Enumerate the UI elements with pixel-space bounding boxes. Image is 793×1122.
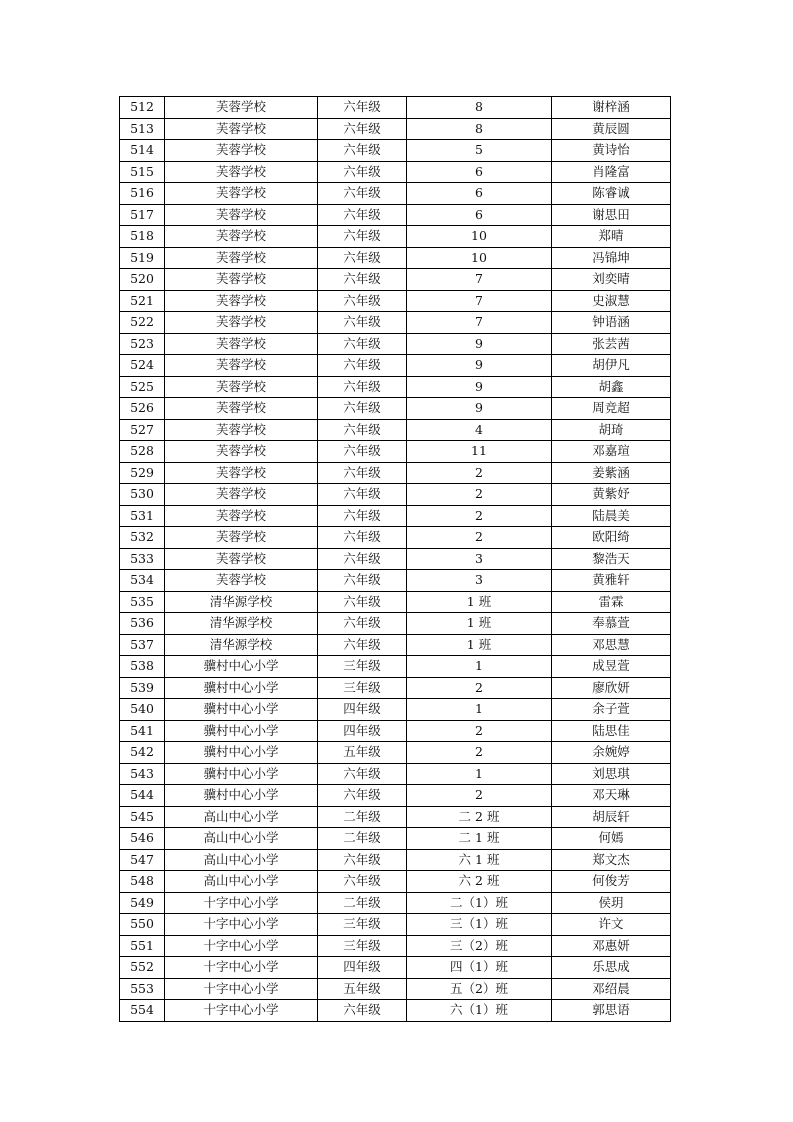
class-cell: 9 bbox=[407, 376, 552, 398]
row-number-cell: 518 bbox=[120, 226, 165, 248]
row-number-cell: 535 bbox=[120, 591, 165, 613]
table-row bbox=[120, 1000, 671, 1022]
row-number-cell: 521 bbox=[120, 290, 165, 312]
table-row bbox=[120, 226, 671, 248]
student-name-cell: 奉慕萱 bbox=[552, 613, 671, 635]
table-row bbox=[120, 613, 671, 635]
student-name-cell: 余婉婷 bbox=[552, 742, 671, 764]
table-row bbox=[120, 892, 671, 914]
student-name-cell: 黄辰圆 bbox=[552, 118, 671, 140]
class-cell: 6 bbox=[407, 183, 552, 205]
grade-cell: 六年级 bbox=[318, 226, 407, 248]
grade-cell: 六年级 bbox=[318, 871, 407, 893]
student-name-cell: 钟语涵 bbox=[552, 312, 671, 334]
class-cell: 9 bbox=[407, 398, 552, 420]
grade-cell: 六年级 bbox=[318, 269, 407, 291]
student-name-cell: 冯锦坤 bbox=[552, 247, 671, 269]
school-cell: 芙蓉学校 bbox=[165, 355, 318, 377]
row-number-cell: 546 bbox=[120, 828, 165, 850]
grade-cell: 六年级 bbox=[318, 462, 407, 484]
table-row bbox=[120, 828, 671, 850]
student-name-cell: 胡鑫 bbox=[552, 376, 671, 398]
student-name-cell: 史淑慧 bbox=[552, 290, 671, 312]
grade-cell: 六年级 bbox=[318, 183, 407, 205]
grade-cell: 六年级 bbox=[318, 290, 407, 312]
table-row bbox=[120, 118, 671, 140]
school-cell: 芙蓉学校 bbox=[165, 527, 318, 549]
student-name-cell: 许文 bbox=[552, 914, 671, 936]
row-number-cell: 530 bbox=[120, 484, 165, 506]
grade-cell: 六年级 bbox=[318, 204, 407, 226]
grade-cell: 六年级 bbox=[318, 1000, 407, 1022]
class-cell: 1 bbox=[407, 699, 552, 721]
class-cell: 六 1 班 bbox=[407, 849, 552, 871]
row-number-cell: 549 bbox=[120, 892, 165, 914]
student-name-cell: 邓惠妍 bbox=[552, 935, 671, 957]
table-row bbox=[120, 914, 671, 936]
row-number-cell: 512 bbox=[120, 97, 165, 119]
row-number-cell: 516 bbox=[120, 183, 165, 205]
school-cell: 清华源学校 bbox=[165, 634, 318, 656]
class-cell: 2 bbox=[407, 742, 552, 764]
school-cell: 骥村中心小学 bbox=[165, 677, 318, 699]
grade-cell: 三年级 bbox=[318, 656, 407, 678]
student-name-cell: 乐思成 bbox=[552, 957, 671, 979]
table-row bbox=[120, 720, 671, 742]
table-row bbox=[120, 355, 671, 377]
student-name-cell: 侯玥 bbox=[552, 892, 671, 914]
table-row bbox=[120, 570, 671, 592]
student-name-cell: 黎浩天 bbox=[552, 548, 671, 570]
school-cell: 芙蓉学校 bbox=[165, 376, 318, 398]
school-cell: 十字中心小学 bbox=[165, 935, 318, 957]
table-row bbox=[120, 398, 671, 420]
class-cell: 9 bbox=[407, 355, 552, 377]
table-row bbox=[120, 957, 671, 979]
student-name-cell: 郑文杰 bbox=[552, 849, 671, 871]
table-row bbox=[120, 806, 671, 828]
row-number-cell: 554 bbox=[120, 1000, 165, 1022]
class-cell: 1 bbox=[407, 656, 552, 678]
class-cell: 7 bbox=[407, 269, 552, 291]
student-name-cell: 陆晨美 bbox=[552, 505, 671, 527]
school-cell: 芙蓉学校 bbox=[165, 484, 318, 506]
student-name-cell: 谢思田 bbox=[552, 204, 671, 226]
table-row bbox=[120, 785, 671, 807]
school-cell: 高山中心小学 bbox=[165, 849, 318, 871]
grade-cell: 五年级 bbox=[318, 742, 407, 764]
table-row bbox=[120, 849, 671, 871]
school-cell: 高山中心小学 bbox=[165, 828, 318, 850]
school-cell: 芙蓉学校 bbox=[165, 398, 318, 420]
row-number-cell: 534 bbox=[120, 570, 165, 592]
grade-cell: 六年级 bbox=[318, 484, 407, 506]
school-cell: 芙蓉学校 bbox=[165, 140, 318, 162]
class-cell: 2 bbox=[407, 785, 552, 807]
student-name-cell: 邓思慧 bbox=[552, 634, 671, 656]
row-number-cell: 537 bbox=[120, 634, 165, 656]
class-cell: 1 班 bbox=[407, 613, 552, 635]
row-number-cell: 551 bbox=[120, 935, 165, 957]
student-name-cell: 胡琦 bbox=[552, 419, 671, 441]
class-cell: 9 bbox=[407, 333, 552, 355]
student-name-cell: 姜紫涵 bbox=[552, 462, 671, 484]
grade-cell: 二年级 bbox=[318, 828, 407, 850]
student-name-cell: 黄紫妤 bbox=[552, 484, 671, 506]
school-cell: 骥村中心小学 bbox=[165, 742, 318, 764]
school-cell: 高山中心小学 bbox=[165, 806, 318, 828]
table-row bbox=[120, 204, 671, 226]
table-row bbox=[120, 548, 671, 570]
grade-cell: 四年级 bbox=[318, 699, 407, 721]
class-cell: 2 bbox=[407, 462, 552, 484]
row-number-cell: 517 bbox=[120, 204, 165, 226]
school-cell: 清华源学校 bbox=[165, 613, 318, 635]
grade-cell: 六年级 bbox=[318, 613, 407, 635]
table-row bbox=[120, 763, 671, 785]
row-number-cell: 522 bbox=[120, 312, 165, 334]
class-cell: 六（1）班 bbox=[407, 1000, 552, 1022]
row-number-cell: 541 bbox=[120, 720, 165, 742]
class-cell: 1 bbox=[407, 763, 552, 785]
grade-cell: 二年级 bbox=[318, 892, 407, 914]
table-row bbox=[120, 419, 671, 441]
student-name-cell: 邓天琳 bbox=[552, 785, 671, 807]
school-cell: 芙蓉学校 bbox=[165, 269, 318, 291]
table-row bbox=[120, 269, 671, 291]
table-row bbox=[120, 247, 671, 269]
row-number-cell: 525 bbox=[120, 376, 165, 398]
school-cell: 十字中心小学 bbox=[165, 957, 318, 979]
student-name-cell: 余子萱 bbox=[552, 699, 671, 721]
class-cell: 2 bbox=[407, 720, 552, 742]
class-cell: 4 bbox=[407, 419, 552, 441]
row-number-cell: 539 bbox=[120, 677, 165, 699]
table-row bbox=[120, 591, 671, 613]
student-name-cell: 郑晴 bbox=[552, 226, 671, 248]
student-name-cell: 何嫣 bbox=[552, 828, 671, 850]
table-row bbox=[120, 742, 671, 764]
class-cell: 6 bbox=[407, 204, 552, 226]
school-cell: 芙蓉学校 bbox=[165, 548, 318, 570]
school-cell: 芙蓉学校 bbox=[165, 226, 318, 248]
roster-table-body bbox=[120, 97, 671, 1022]
row-number-cell: 552 bbox=[120, 957, 165, 979]
grade-cell: 六年级 bbox=[318, 419, 407, 441]
student-name-cell: 黄雅轩 bbox=[552, 570, 671, 592]
table-row bbox=[120, 441, 671, 463]
table-row bbox=[120, 140, 671, 162]
student-name-cell: 陈睿诚 bbox=[552, 183, 671, 205]
student-name-cell: 何俊芳 bbox=[552, 871, 671, 893]
row-number-cell: 545 bbox=[120, 806, 165, 828]
table-row bbox=[120, 871, 671, 893]
grade-cell: 六年级 bbox=[318, 763, 407, 785]
grade-cell: 六年级 bbox=[318, 849, 407, 871]
grade-cell: 六年级 bbox=[318, 97, 407, 119]
class-cell: 2 bbox=[407, 677, 552, 699]
student-name-cell: 郭思语 bbox=[552, 1000, 671, 1022]
row-number-cell: 540 bbox=[120, 699, 165, 721]
school-cell: 十字中心小学 bbox=[165, 1000, 318, 1022]
row-number-cell: 542 bbox=[120, 742, 165, 764]
table-row bbox=[120, 290, 671, 312]
grade-cell: 三年级 bbox=[318, 914, 407, 936]
grade-cell: 六年级 bbox=[318, 398, 407, 420]
student-name-cell: 肖隆富 bbox=[552, 161, 671, 183]
school-cell: 芙蓉学校 bbox=[165, 161, 318, 183]
grade-cell: 三年级 bbox=[318, 935, 407, 957]
grade-cell: 六年级 bbox=[318, 634, 407, 656]
row-number-cell: 532 bbox=[120, 527, 165, 549]
student-name-cell: 刘思琪 bbox=[552, 763, 671, 785]
grade-cell: 六年级 bbox=[318, 312, 407, 334]
grade-cell: 六年级 bbox=[318, 548, 407, 570]
school-cell: 十字中心小学 bbox=[165, 914, 318, 936]
class-cell: 7 bbox=[407, 290, 552, 312]
class-cell: 8 bbox=[407, 97, 552, 119]
row-number-cell: 515 bbox=[120, 161, 165, 183]
table-row bbox=[120, 699, 671, 721]
school-cell: 十字中心小学 bbox=[165, 892, 318, 914]
table-row bbox=[120, 183, 671, 205]
row-number-cell: 519 bbox=[120, 247, 165, 269]
row-number-cell: 523 bbox=[120, 333, 165, 355]
class-cell: 5 bbox=[407, 140, 552, 162]
student-name-cell: 陆思佳 bbox=[552, 720, 671, 742]
class-cell: 3 bbox=[407, 570, 552, 592]
school-cell: 芙蓉学校 bbox=[165, 204, 318, 226]
student-name-cell: 黄诗怡 bbox=[552, 140, 671, 162]
row-number-cell: 536 bbox=[120, 613, 165, 635]
table-row bbox=[120, 656, 671, 678]
row-number-cell: 538 bbox=[120, 656, 165, 678]
student-name-cell: 成昱萱 bbox=[552, 656, 671, 678]
student-name-cell: 廖欣妍 bbox=[552, 677, 671, 699]
row-number-cell: 514 bbox=[120, 140, 165, 162]
class-cell: 10 bbox=[407, 226, 552, 248]
school-cell: 芙蓉学校 bbox=[165, 118, 318, 140]
student-name-cell: 周竞超 bbox=[552, 398, 671, 420]
row-number-cell: 544 bbox=[120, 785, 165, 807]
row-number-cell: 526 bbox=[120, 398, 165, 420]
grade-cell: 六年级 bbox=[318, 333, 407, 355]
school-cell: 高山中心小学 bbox=[165, 871, 318, 893]
grade-cell: 四年级 bbox=[318, 720, 407, 742]
class-cell: 7 bbox=[407, 312, 552, 334]
class-cell: 2 bbox=[407, 484, 552, 506]
table-row bbox=[120, 634, 671, 656]
class-cell: 2 bbox=[407, 527, 552, 549]
class-cell: 二 2 班 bbox=[407, 806, 552, 828]
class-cell: 六 2 班 bbox=[407, 871, 552, 893]
grade-cell: 六年级 bbox=[318, 591, 407, 613]
grade-cell: 六年级 bbox=[318, 118, 407, 140]
table-row bbox=[120, 935, 671, 957]
table-row bbox=[120, 161, 671, 183]
row-number-cell: 529 bbox=[120, 462, 165, 484]
table-row bbox=[120, 484, 671, 506]
row-number-cell: 543 bbox=[120, 763, 165, 785]
class-cell: 6 bbox=[407, 161, 552, 183]
class-cell: 1 班 bbox=[407, 591, 552, 613]
school-cell: 芙蓉学校 bbox=[165, 97, 318, 119]
grade-cell: 六年级 bbox=[318, 247, 407, 269]
student-name-cell: 邓嘉瑄 bbox=[552, 441, 671, 463]
table-row bbox=[120, 677, 671, 699]
row-number-cell: 547 bbox=[120, 849, 165, 871]
grade-cell: 六年级 bbox=[318, 140, 407, 162]
row-number-cell: 527 bbox=[120, 419, 165, 441]
grade-cell: 六年级 bbox=[318, 505, 407, 527]
grade-cell: 六年级 bbox=[318, 441, 407, 463]
school-cell: 芙蓉学校 bbox=[165, 312, 318, 334]
grade-cell: 六年级 bbox=[318, 161, 407, 183]
school-cell: 清华源学校 bbox=[165, 591, 318, 613]
row-number-cell: 528 bbox=[120, 441, 165, 463]
table-row bbox=[120, 978, 671, 1000]
school-cell: 芙蓉学校 bbox=[165, 570, 318, 592]
class-cell: 2 bbox=[407, 505, 552, 527]
school-cell: 骥村中心小学 bbox=[165, 785, 318, 807]
school-cell: 骥村中心小学 bbox=[165, 720, 318, 742]
grade-cell: 五年级 bbox=[318, 978, 407, 1000]
class-cell: 四（1）班 bbox=[407, 957, 552, 979]
school-cell: 骥村中心小学 bbox=[165, 763, 318, 785]
school-cell: 芙蓉学校 bbox=[165, 441, 318, 463]
table-row bbox=[120, 462, 671, 484]
school-cell: 芙蓉学校 bbox=[165, 419, 318, 441]
class-cell: 8 bbox=[407, 118, 552, 140]
table-row bbox=[120, 527, 671, 549]
school-cell: 芙蓉学校 bbox=[165, 462, 318, 484]
table-row bbox=[120, 312, 671, 334]
grade-cell: 三年级 bbox=[318, 677, 407, 699]
table-row bbox=[120, 376, 671, 398]
row-number-cell: 548 bbox=[120, 871, 165, 893]
grade-cell: 四年级 bbox=[318, 957, 407, 979]
table-row bbox=[120, 97, 671, 119]
class-cell: 二 1 班 bbox=[407, 828, 552, 850]
student-name-cell: 刘奕晴 bbox=[552, 269, 671, 291]
row-number-cell: 524 bbox=[120, 355, 165, 377]
grade-cell: 二年级 bbox=[318, 806, 407, 828]
student-name-cell: 胡辰轩 bbox=[552, 806, 671, 828]
row-number-cell: 513 bbox=[120, 118, 165, 140]
grade-cell: 六年级 bbox=[318, 570, 407, 592]
school-cell: 芙蓉学校 bbox=[165, 505, 318, 527]
class-cell: 三（1）班 bbox=[407, 914, 552, 936]
grade-cell: 六年级 bbox=[318, 355, 407, 377]
school-cell: 芙蓉学校 bbox=[165, 290, 318, 312]
student-name-cell: 张芸茜 bbox=[552, 333, 671, 355]
table-row bbox=[120, 333, 671, 355]
grade-cell: 六年级 bbox=[318, 527, 407, 549]
school-cell: 芙蓉学校 bbox=[165, 247, 318, 269]
class-cell: 3 bbox=[407, 548, 552, 570]
school-cell: 骥村中心小学 bbox=[165, 699, 318, 721]
school-cell: 芙蓉学校 bbox=[165, 183, 318, 205]
school-cell: 十字中心小学 bbox=[165, 978, 318, 1000]
roster-table bbox=[119, 96, 671, 1022]
grade-cell: 六年级 bbox=[318, 785, 407, 807]
class-cell: 11 bbox=[407, 441, 552, 463]
table-row bbox=[120, 505, 671, 527]
class-cell: 三（2）班 bbox=[407, 935, 552, 957]
class-cell: 1 班 bbox=[407, 634, 552, 656]
student-name-cell: 雷霖 bbox=[552, 591, 671, 613]
row-number-cell: 520 bbox=[120, 269, 165, 291]
row-number-cell: 533 bbox=[120, 548, 165, 570]
school-cell: 芙蓉学校 bbox=[165, 333, 318, 355]
grade-cell: 六年级 bbox=[318, 376, 407, 398]
student-name-cell: 邓绍晨 bbox=[552, 978, 671, 1000]
row-number-cell: 550 bbox=[120, 914, 165, 936]
row-number-cell: 553 bbox=[120, 978, 165, 1000]
student-name-cell: 欧阳绮 bbox=[552, 527, 671, 549]
class-cell: 五（2）班 bbox=[407, 978, 552, 1000]
school-cell: 骥村中心小学 bbox=[165, 656, 318, 678]
student-name-cell: 胡伊凡 bbox=[552, 355, 671, 377]
row-number-cell: 531 bbox=[120, 505, 165, 527]
class-cell: 10 bbox=[407, 247, 552, 269]
student-name-cell: 谢梓涵 bbox=[552, 97, 671, 119]
class-cell: 二（1）班 bbox=[407, 892, 552, 914]
